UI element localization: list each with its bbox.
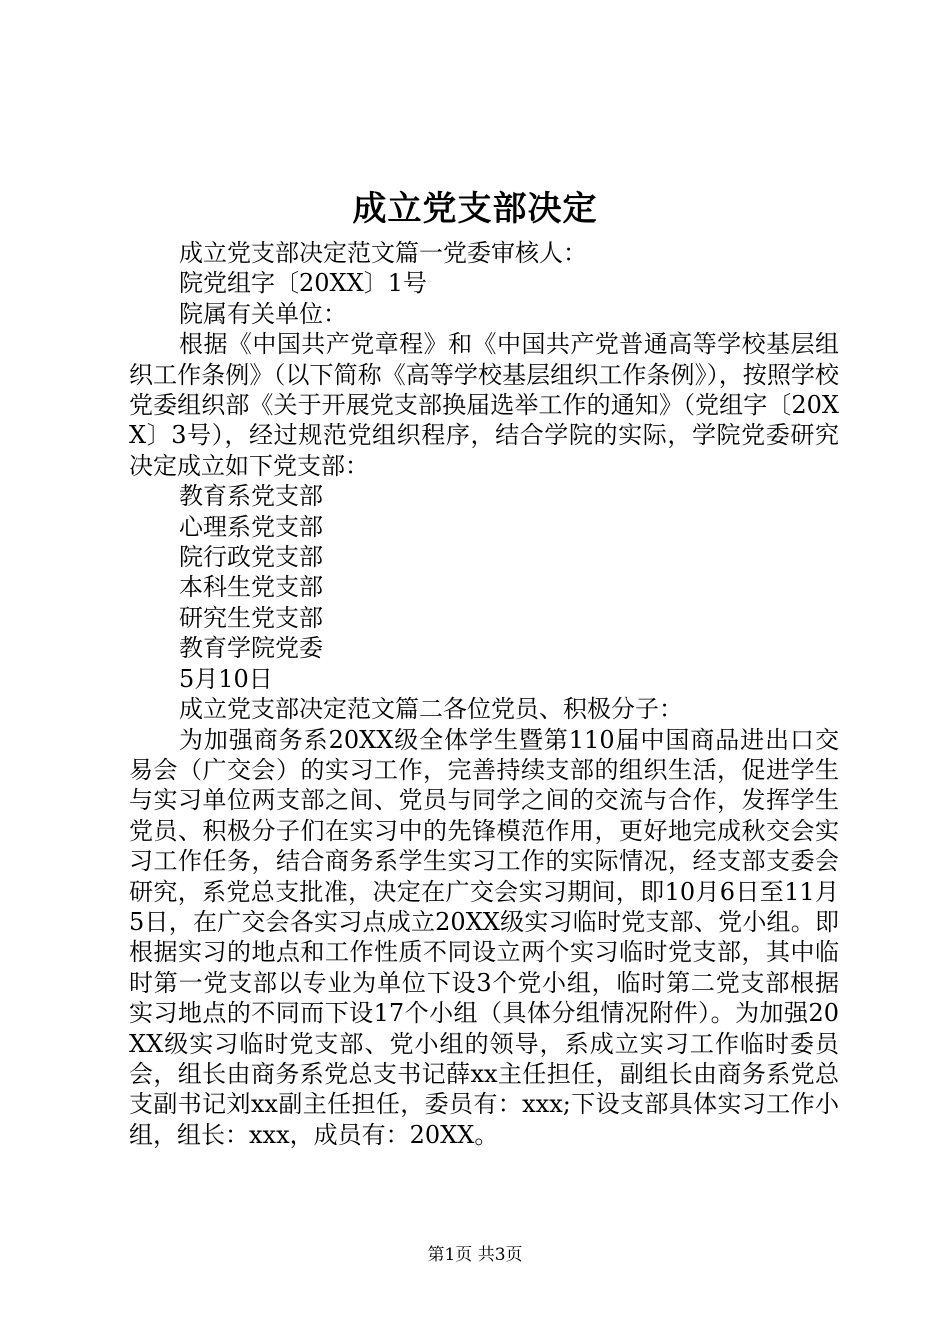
document-body (129, 238, 839, 1150)
paragraph: 为加强商务系20XX级全体学生暨第110届中国商品进出口交易会（广交会）的实习工作，完善持续支部的组织生活，促进学生与实习单位两支部之间、党员与同学之间的交流与合作，发挥学生党员、积极分子们在实习中的先锋模范作用，更好地完成秋交会实习工作任务，结合商务系学生实习工作的实际情况，经支部支委会研究，系党总支批准，决定在广交会实习期间，即10月6日至11月5日，在广交会各实习点成立20XX级实习临时党支部、党小组。即根据实习的地点和工作性质不同设立两个实习临时党支部，其中临时第一党支部以专业为单位下设3个党小组，临时第二党支部根据实习地点的不同而下设17个小组（具体分组情况附件）。为加强20XX级实习临时党支部、党小组的领导，系成立实习工作临时委员会，组长由商务系党总支书记薛xx主任担任，副组长由商务系党总支副书记刘xx副主任担任，委员有：xxx;下设支部具体实习工作小组，组长：xxx，成员有：20XX。 (129, 725, 839, 1149)
document-title: 成立党支部决定 (352, 189, 598, 229)
paragraph: 成立党支部决定范文篇二各位党员、积极分子： (179, 695, 683, 724)
paragraph: 本科生党支部 (179, 573, 323, 602)
paragraph: 成立党支部决定范文篇一党委审核人： (179, 239, 587, 267)
paragraph: 心理系党支部 (179, 512, 323, 541)
paragraph: 5月10日 (179, 664, 273, 693)
paragraph: 院党组字〔20XX〕1号 (179, 269, 427, 298)
paragraph: 院行政党支部 (179, 543, 323, 572)
page-footer: 第1页 共3页 (427, 1245, 523, 1265)
paragraph: 教育学院党委 (179, 634, 323, 663)
paragraph: 院属有关单位： (179, 299, 347, 328)
paragraph: 根据《中国共产党章程》和《中国共产党普通高等学校基层组织工作条例》（以下简称《高等学校基层组织工作条例》），按照学校党委组织部《关于开展党支部换届选举工作的通知》（党组字〔20XX〕3号），经过规范党组织程序，结合学院的实际，学院党委研究决定成立如下党支部： (129, 330, 839, 480)
paragraph: 教育系党支部 (179, 482, 323, 511)
paragraph: 研究生党支部 (179, 603, 323, 632)
